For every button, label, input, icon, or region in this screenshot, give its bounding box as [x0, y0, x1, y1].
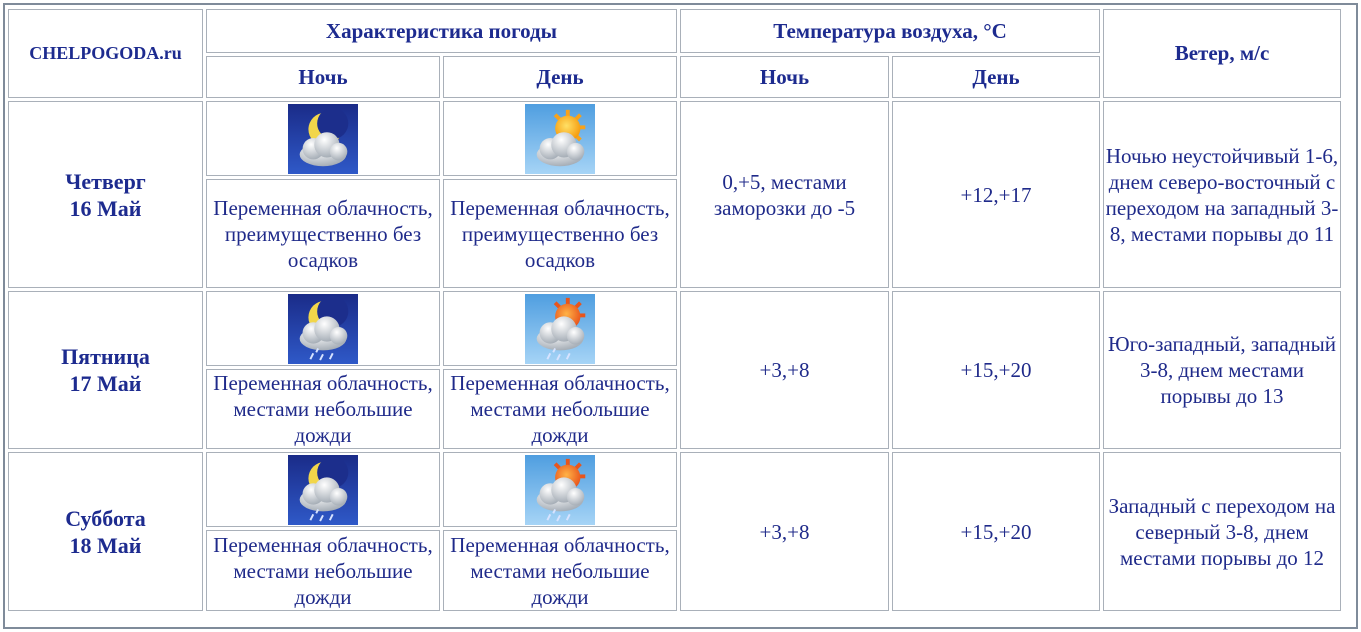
- temp-night-value: +3,+8: [680, 452, 889, 611]
- weather-characteristic-header: Характеристика погоды: [206, 9, 677, 53]
- wind-value: Западный с переходом на северный 3-8, днем местами порывы до 12: [1103, 452, 1341, 611]
- temp-day-value: +15,+20: [892, 452, 1100, 611]
- day-icon-cell: [443, 101, 677, 176]
- night-description: Переменная облачность, местами небольшие дожди: [206, 530, 440, 611]
- day-icon-cell: [443, 291, 677, 366]
- forecast-table: [5, 6, 1344, 614]
- wind-value: Ночью неустойчивый 1-6, днем северо-восточный с переходом на западный 3-8, местами порывы до 11: [1103, 101, 1341, 288]
- day-cell: [8, 101, 203, 288]
- temp-day-value: +15,+20: [892, 291, 1100, 449]
- weather-day-header: День: [443, 56, 677, 98]
- day-icon-cell: [443, 452, 677, 527]
- day-cell: [8, 291, 203, 449]
- night-description: Переменная облачность, преимущественно без осадков: [206, 179, 440, 288]
- wind-value: Юго-западный, западный 3-8, днем местами порывы до 13: [1103, 291, 1341, 449]
- sun-cloud-icon: [525, 104, 595, 174]
- night-icon-cell: [206, 452, 440, 527]
- temp-night-header: Ночь: [680, 56, 889, 98]
- air-temperature-header: Температура воздуха, °C: [680, 9, 1100, 53]
- day-cell: [8, 452, 203, 611]
- day-description: Переменная облачность, преимущественно без осадков: [443, 179, 677, 288]
- temp-day-header: День: [892, 56, 1100, 98]
- weekday-label: Четверг: [65, 168, 146, 194]
- night-icon-cell: [206, 101, 440, 176]
- moon-cloud-icon: [288, 104, 358, 174]
- sun-cloud-rain-icon: [525, 294, 595, 364]
- night-icon-cell: [206, 291, 440, 366]
- day-description: Переменная облачность, местами небольшие дожди: [443, 530, 677, 611]
- date-label: 18 Май: [69, 532, 142, 558]
- weekday-label: Пятница: [61, 344, 150, 369]
- date-label: 17 Май: [69, 371, 142, 396]
- moon-cloud-rain-icon: [288, 294, 358, 364]
- weekday-label: Суббота: [65, 505, 146, 531]
- temp-night-value: 0,+5, местами заморозки до -5: [680, 101, 889, 288]
- temp-night-value: +3,+8: [680, 291, 889, 449]
- sun-cloud-rain-icon: [525, 455, 595, 525]
- day-description: Переменная облачность, местами небольшие дожди: [443, 369, 677, 449]
- night-description: Переменная облачность, местами небольшие дожди: [206, 369, 440, 449]
- date-label: 16 Май: [69, 195, 142, 221]
- temp-day-value: +12,+17: [892, 101, 1100, 288]
- moon-cloud-rain-icon: [288, 455, 358, 525]
- brand-cell: CHELPOGODA.ru: [8, 9, 203, 98]
- weather-night-header: Ночь: [206, 56, 440, 98]
- wind-header: Ветер, м/с: [1103, 9, 1341, 98]
